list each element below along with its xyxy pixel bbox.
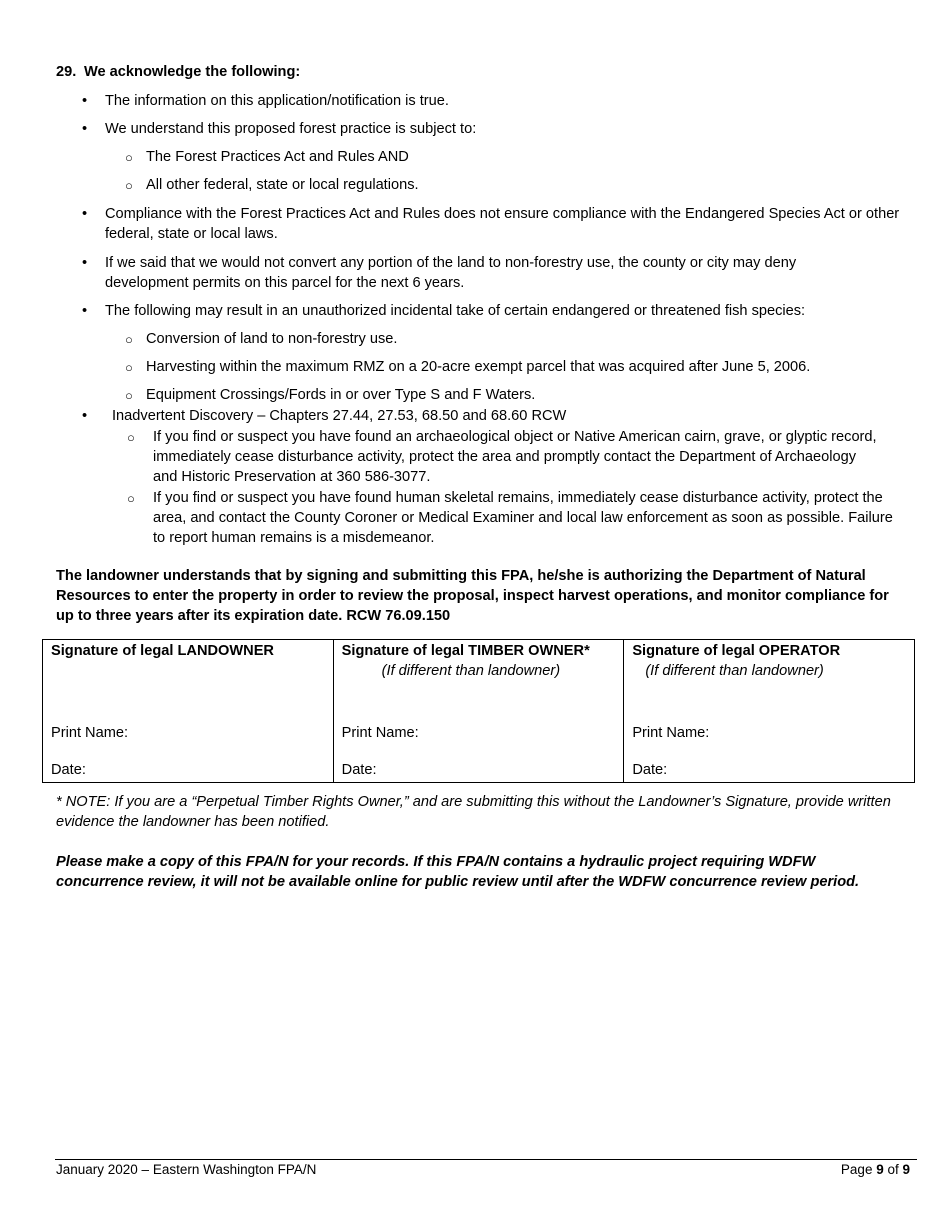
- sub-bullet-icon: ○: [125, 178, 133, 193]
- signature-table: [42, 639, 915, 783]
- sub-bullet-icon: ○: [125, 360, 133, 375]
- signature-title: Signature of legal LANDOWNER: [51, 643, 274, 659]
- ack-item: The following may result in an unauthorized incidental take of certain endangered or threatened fish species:: [105, 303, 806, 319]
- page-current: 9: [876, 1162, 884, 1177]
- ack-item: The information on this application/notification is true.: [105, 93, 449, 109]
- signature-cell-landowner[interactable]: [43, 640, 334, 783]
- ack-item: We understand this proposed forest practice is subject to:: [105, 121, 477, 137]
- sub-bullet-icon: ○: [125, 332, 133, 347]
- bullet-icon: •: [82, 303, 88, 319]
- page-mid: of: [883, 1162, 903, 1177]
- timber-rights-note: * NOTE: If you are a “Perpetual Timber Rights Owner,” and are submitting this without the Landowner’s Signature, provide written evidence the landowner has been notified.: [56, 794, 891, 830]
- signature-subtitle: (If different than landowner): [381, 663, 561, 679]
- section-title: We acknowledge the following:: [84, 64, 301, 80]
- sub-bullet-icon: ○: [125, 388, 133, 403]
- print-name-label: Print Name:: [632, 725, 710, 741]
- ack-subitem: The Forest Practices Act and Rules AND: [146, 149, 409, 165]
- ack-subitem: If you find or suspect you have found human skeletal remains, immediately cease disturbance activity, protect the area, and contact the County Coroner or Medical Examiner and local law enforcement as soon as possible. Failure to report human remains is a misdemeanor.: [153, 490, 893, 546]
- date-label: Date:: [632, 762, 668, 778]
- bullet-icon: •: [82, 121, 88, 137]
- sub-bullet-icon: ○: [127, 491, 135, 506]
- bullet-icon: •: [82, 206, 88, 222]
- date-label: Date:: [51, 762, 86, 778]
- ack-subitem: Equipment Crossings/Fords in or over Type S and F Waters.: [146, 387, 536, 403]
- page-prefix: Page: [840, 1162, 877, 1177]
- date-label: Date:: [341, 762, 377, 778]
- signature-title: Signature of legal TIMBER OWNER*: [341, 643, 590, 659]
- print-name-label: Print Name:: [51, 725, 129, 741]
- signature-title: Signature of legal OPERATOR: [632, 643, 841, 659]
- section-heading: [56, 62, 300, 82]
- ack-subitem: Conversion of land to non-forestry use.: [146, 331, 398, 347]
- ack-item: If we said that we would not convert any portion of the land to non-forestry use, the county or city may deny development permits on this parcel for the next 6 years.: [105, 255, 797, 291]
- bullet-icon: •: [82, 93, 88, 109]
- section-number: 29.: [56, 64, 77, 80]
- ack-subitem: If you find or suspect you have found an archaeological object or Native American cairn, grave, or glyptic record, immediately cease disturbance activity, protect the area and promptly contact the Department of Archaeology and Historic Preservation at 360 586-3077.: [153, 429, 877, 485]
- authorization-statement: The landowner understands that by signing and submitting this FPA, he/she is authorizing the Department of Natural Resources to enter the property in order to review the proposal, inspect harvest operations, and monitor compliance for up to three years after its expiration date. RCW 76.09.150: [56, 568, 889, 624]
- signature-cell-operator[interactable]: [624, 640, 915, 783]
- signature-subtitle: (If different than landowner): [645, 663, 824, 679]
- ack-subitem: Harvesting within the maximum RMZ on a 20-acre exempt parcel that was acquired after June 5, 2006.: [146, 359, 811, 375]
- copy-notice: Please make a copy of this FPA/N for your records. If this FPA/N contains a hydraulic project requiring WDFW concurrence review, it will not be available online for public review until after the WDFW concurrence review period.: [56, 854, 860, 890]
- footer-page-number: [841, 1160, 910, 1180]
- footer-form-version: January 2020 – Eastern Washington FPA/N: [56, 1162, 317, 1177]
- bullet-icon: •: [82, 408, 88, 424]
- bullet-icon: •: [82, 255, 88, 271]
- ack-subitem: All other federal, state or local regulations.: [146, 177, 419, 193]
- page-total: 9: [902, 1162, 910, 1177]
- sub-bullet-icon: ○: [127, 430, 135, 445]
- signature-cell-timber-owner[interactable]: [333, 640, 624, 783]
- ack-item: Compliance with the Forest Practices Act and Rules does not ensure compliance with the Endangered Species Act or other federal, state or local laws.: [105, 206, 900, 242]
- sub-bullet-icon: ○: [125, 150, 133, 165]
- print-name-label: Print Name:: [341, 725, 419, 741]
- ack-item: Inadvertent Discovery – Chapters 27.44, 27.53, 68.50 and 68.60 RCW: [112, 408, 567, 424]
